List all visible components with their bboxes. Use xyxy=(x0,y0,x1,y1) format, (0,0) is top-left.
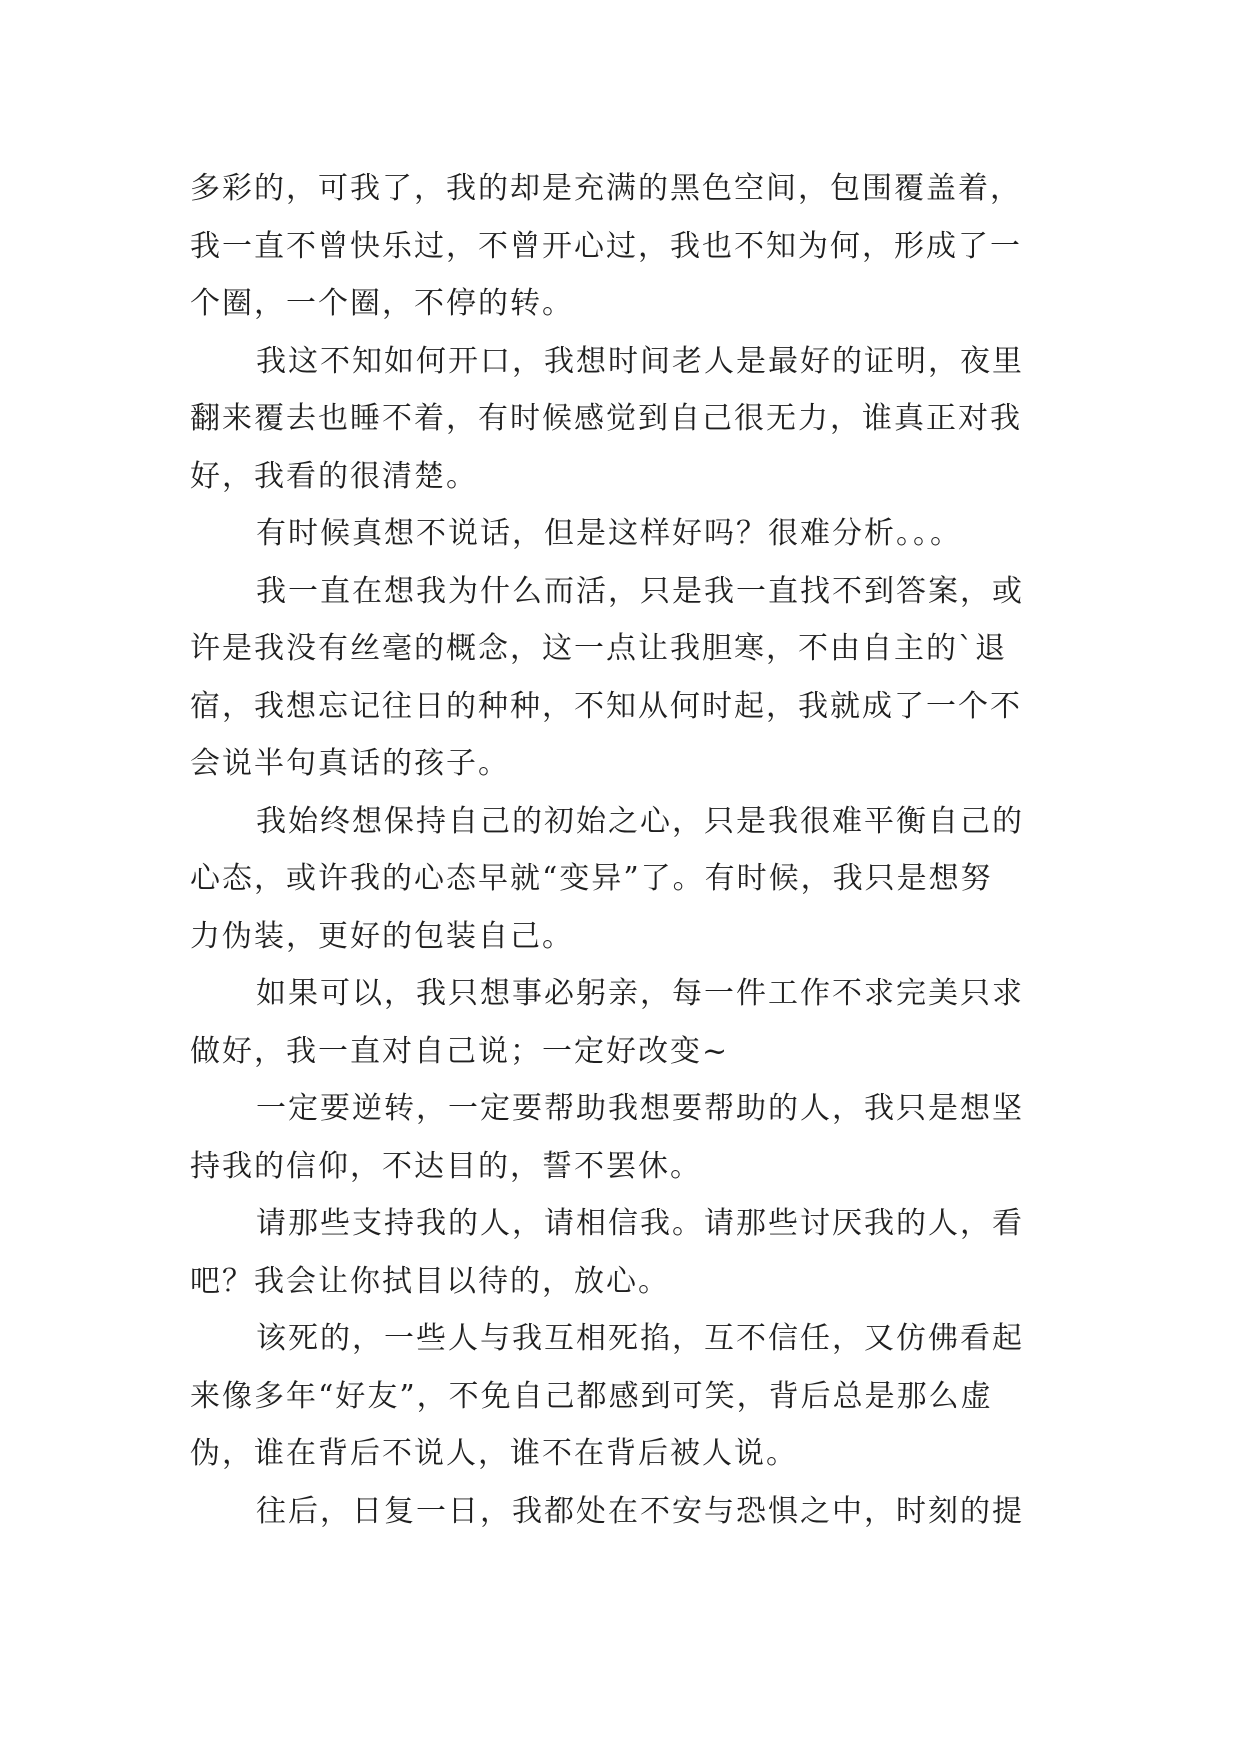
paragraph xyxy=(190,505,1070,563)
paragraph xyxy=(190,333,1070,506)
paragraph xyxy=(190,1483,1070,1541)
text-line: 个圈，一个圈，不停的转。 xyxy=(190,286,574,321)
paragraph xyxy=(190,793,1070,966)
paragraph xyxy=(190,563,1070,793)
text-line: 有时候真想不说话，但是这样好吗？很难分析。。。 xyxy=(256,516,962,551)
text-line: 做好，我一直对自己说；一定好改变~ xyxy=(190,1033,730,1069)
text-line: 持我的信仰，不达目的，誓不罢休。 xyxy=(190,1148,702,1184)
text-line: 许是我没有丝毫的概念，这一点让我胆寒，不由自主的`退 xyxy=(190,631,1007,666)
text-line: 我一直在想我为什么而活，只是我一直找不到答案，或 xyxy=(256,573,1024,609)
paragraph xyxy=(190,965,1070,1080)
text-line: 吧？我会让你拭目以待的，放心。 xyxy=(190,1263,670,1299)
body-text xyxy=(190,160,1070,1540)
text-line: 宿，我想忘记往日的种种，不知从何时起，我就成了一个不 xyxy=(190,688,1022,724)
text-line: 翻来覆去也睡不着，有时候感觉到自己很无力，谁真正对我 xyxy=(190,401,1022,436)
text-line: 多彩的，可我了，我的却是充满的黑色空间，包围覆盖着， xyxy=(190,171,1022,206)
text-line: 如果可以，我只想事必躬亲，每一件工作不求完美只求 xyxy=(256,976,1024,1011)
paragraph xyxy=(190,1195,1070,1310)
text-line: 我始终想保持自己的初始之心，只是我很难平衡自己的 xyxy=(256,803,1024,839)
text-line: 我这不知如何开口，我想时间老人是最好的证明，夜里 xyxy=(256,343,1024,379)
text-line: 一定要逆转，一定要帮助我想要帮助的人，我只是想坚 xyxy=(256,1091,1024,1126)
text-line: 会说半句真话的孩子。 xyxy=(190,746,510,781)
text-line: 伪，谁在背后不说人，谁不在背后被人说。 xyxy=(190,1436,798,1471)
paragraph xyxy=(190,1310,1070,1483)
text-line: 该死的，一些人与我互相死掐，互不信任，又仿佛看起 xyxy=(256,1321,1024,1356)
text-line: 请那些支持我的人，请相信我。请那些讨厌我的人，看 xyxy=(256,1206,1024,1241)
text-line: 力伪装，更好的包装自己。 xyxy=(190,918,574,954)
paragraph xyxy=(190,1080,1070,1195)
text-line: 心态，或许我的心态早就“变异”了。有时候，我只是想努 xyxy=(190,861,993,896)
text-line: 往后，日复一日，我都处在不安与恐惧之中，时刻的提 xyxy=(256,1493,1024,1529)
paragraph xyxy=(190,160,1070,333)
text-line: 好，我看的很清楚。 xyxy=(190,458,478,494)
text-line: 来像多年“好友”，不免自己都感到可笑，背后总是那么虚 xyxy=(190,1378,993,1414)
text-line: 我一直不曾快乐过，不曾开心过，我也不知为何，形成了一 xyxy=(190,228,1022,264)
